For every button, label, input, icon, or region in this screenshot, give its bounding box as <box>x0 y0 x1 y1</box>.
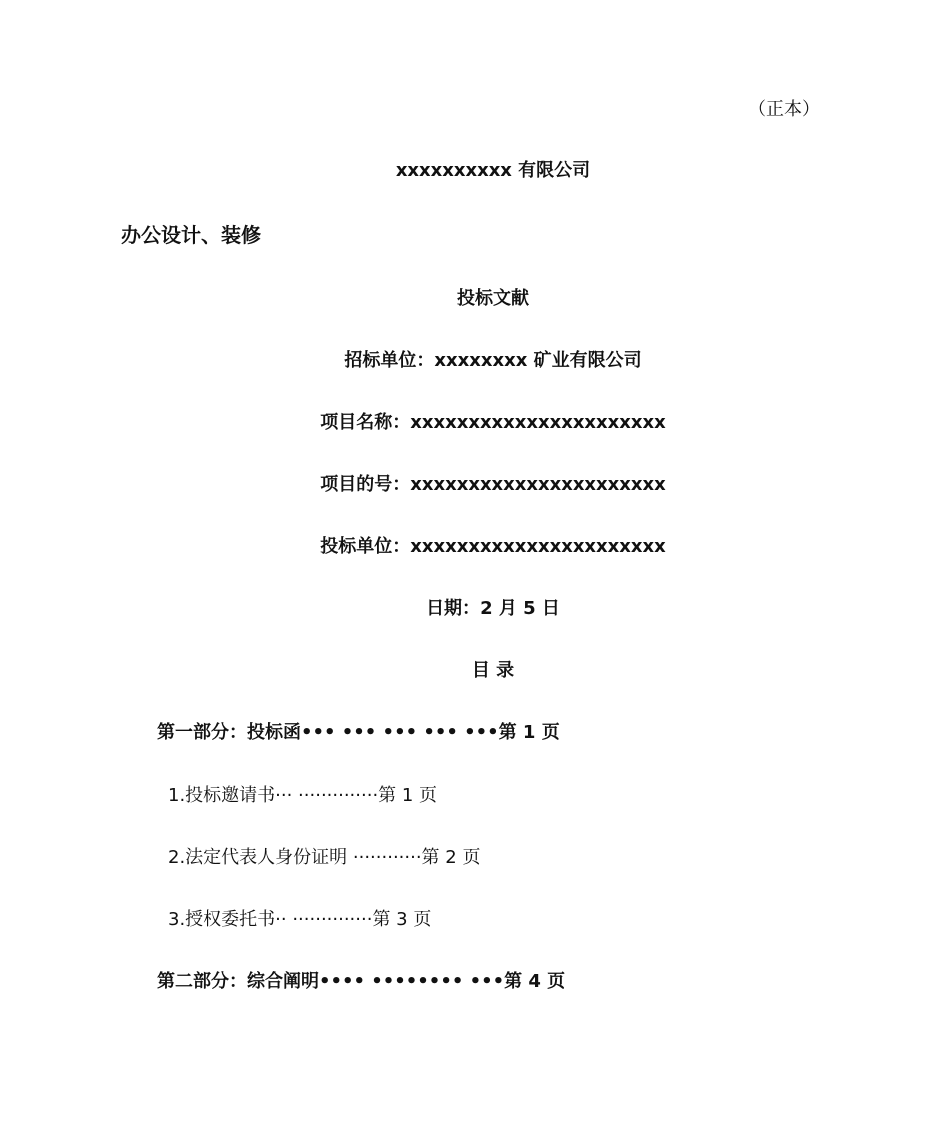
company-name: xxxxxxxxxx 有限公司 <box>395 160 591 181</box>
copy-type-label: （正本） <box>748 99 820 120</box>
field-label: 招标单位： <box>344 350 435 371</box>
field-value: xxxxxxxx 矿业有限公司 <box>434 350 642 371</box>
toc-item: 3.授权委托书·· ··············第 3 页 <box>168 909 432 930</box>
field-label: 投标单位： <box>320 536 411 557</box>
project-category: 办公设计、装修 <box>121 223 261 247</box>
field-project-name <box>0 411 950 435</box>
document-date <box>0 597 950 621</box>
date-value: 2 月 5 日 <box>480 598 560 619</box>
toc-item: 第一部分：投标函••• ••• ••• ••• •••第 1 页 <box>157 722 560 743</box>
toc-item: 1.投标邀请书··· ··············第 1 页 <box>168 785 438 806</box>
field-bidder <box>0 535 950 559</box>
toc-item: 第二部分：综合阐明•••• •••••••• •••第 4 页 <box>157 971 566 992</box>
field-project-number <box>0 473 950 497</box>
field-value: xxxxxxxxxxxxxxxxxxxxxx <box>410 412 666 433</box>
document-title: 投标文献 <box>457 288 529 309</box>
field-value: xxxxxxxxxxxxxxxxxxxxxx <box>410 536 666 557</box>
field-bidding-unit <box>0 349 950 373</box>
field-value: xxxxxxxxxxxxxxxxxxxxxx <box>410 474 666 495</box>
field-label: 项目的号： <box>320 474 411 495</box>
date-label: 日期： <box>426 598 481 619</box>
field-label: 项目名称： <box>320 412 411 433</box>
toc-title: 目 录 <box>471 660 515 681</box>
toc-item: 2.法定代表人身份证明 ············第 2 页 <box>168 847 481 868</box>
